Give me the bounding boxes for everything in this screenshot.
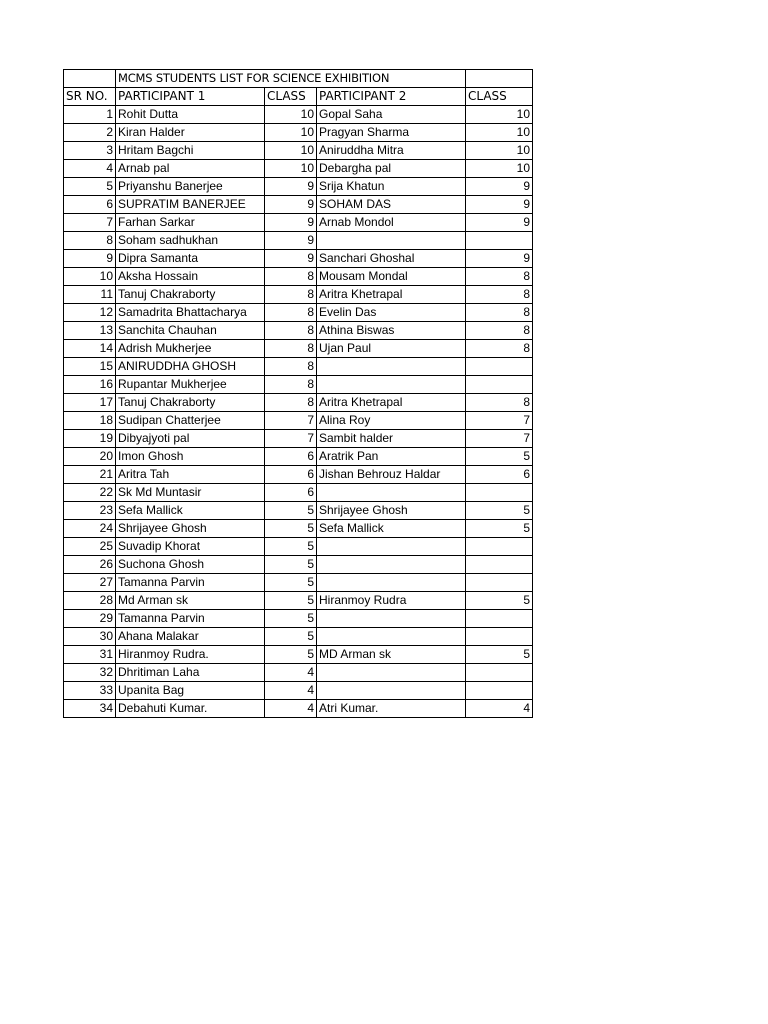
participant-1-cell: Kiran Halder [116,124,265,142]
class-2-cell: 5 [466,448,533,466]
table-row [64,232,533,250]
participant-1-cell: SUPRATIM BANERJEE [116,196,265,214]
participant-1-cell: Md Arman sk [116,592,265,610]
participant-1-cell: Samadrita Bhattacharya [116,304,265,322]
class-1-cell: 4 [265,682,317,700]
class-1-cell: 9 [265,214,317,232]
table-row [64,340,533,358]
sr-no-cell: 25 [64,538,116,556]
class-2-cell [466,484,533,502]
sr-no-cell: 26 [64,556,116,574]
participant-2-cell: Gopal Saha [317,106,466,124]
class-2-cell: 6 [466,466,533,484]
participant-2-cell: Sanchari Ghoshal [317,250,466,268]
class-1-cell: 4 [265,700,317,718]
class-2-cell [466,628,533,646]
participant-1-cell: Shrijayee Ghosh [116,520,265,538]
header-sr-no: SR NO. [64,88,116,106]
participant-1-cell: Adrish Mukherjee [116,340,265,358]
sr-no-cell: 30 [64,628,116,646]
participant-2-cell: Aniruddha Mitra [317,142,466,160]
participant-2-cell [317,358,466,376]
class-1-cell: 5 [265,502,317,520]
class-1-cell: 5 [265,646,317,664]
sr-no-cell: 32 [64,664,116,682]
participant-1-cell: Upanita Bag [116,682,265,700]
class-2-cell [466,358,533,376]
sr-no-cell: 27 [64,574,116,592]
participant-2-cell: Aratrik Pan [317,448,466,466]
class-1-cell: 5 [265,592,317,610]
class-1-cell: 5 [265,520,317,538]
sr-no-cell: 15 [64,358,116,376]
participant-1-cell: Sk Md Muntasir [116,484,265,502]
table-row [64,196,533,214]
table-row [64,304,533,322]
class-1-cell: 4 [265,664,317,682]
class-2-cell [466,376,533,394]
class-2-cell: 9 [466,214,533,232]
sr-no-cell: 12 [64,304,116,322]
sr-no-cell: 11 [64,286,116,304]
participant-1-cell: Dhritiman Laha [116,664,265,682]
sr-no-cell: 16 [64,376,116,394]
participant-1-cell: Debahuti Kumar. [116,700,265,718]
class-2-cell: 9 [466,178,533,196]
participant-1-cell: Tanuj Chakraborty [116,286,265,304]
sr-no-cell: 22 [64,484,116,502]
sr-no-cell: 17 [64,394,116,412]
sr-no-cell: 7 [64,214,116,232]
sr-no-cell: 3 [64,142,116,160]
participant-2-cell: MD Arman sk [317,646,466,664]
participant-1-cell: Priyanshu Banerjee [116,178,265,196]
class-1-cell: 8 [265,376,317,394]
class-2-cell: 7 [466,412,533,430]
class-1-cell: 9 [265,178,317,196]
class-1-cell: 8 [265,358,317,376]
title-row [64,70,533,88]
table-row [64,502,533,520]
class-2-cell: 8 [466,322,533,340]
participant-2-cell: SOHAM DAS [317,196,466,214]
class-1-cell: 8 [265,304,317,322]
participant-2-cell [317,538,466,556]
table-row [64,178,533,196]
participant-1-cell: Suvadip Khorat [116,538,265,556]
participant-2-cell: Aritra Khetrapal [317,394,466,412]
table-row [64,466,533,484]
sr-no-cell: 10 [64,268,116,286]
participant-1-cell: Sudipan Chatterjee [116,412,265,430]
student-list-body [64,70,533,718]
table-row [64,538,533,556]
participant-1-cell: Hritam Bagchi [116,142,265,160]
participant-2-cell: Srija Khatun [317,178,466,196]
table-row [64,412,533,430]
participant-1-cell: Tamanna Parvin [116,610,265,628]
class-1-cell: 6 [265,484,317,502]
class-1-cell: 8 [265,286,317,304]
participant-2-cell: Shrijayee Ghosh [317,502,466,520]
class-1-cell: 10 [265,142,317,160]
participant-1-cell: Suchona Ghosh [116,556,265,574]
table-row [64,250,533,268]
table-title: MCMS STUDENTS LIST FOR SCIENCE EXHIBITION [116,70,466,88]
participant-1-cell: Dibyajyoti pal [116,430,265,448]
class-2-cell: 5 [466,502,533,520]
participant-2-cell [317,610,466,628]
table-row [64,574,533,592]
participant-2-cell: Athina Biswas [317,322,466,340]
sr-no-cell: 2 [64,124,116,142]
table-row [64,664,533,682]
table-row [64,106,533,124]
header-class-1: CLASS [265,88,317,106]
class-2-cell: 10 [466,124,533,142]
class-2-cell: 8 [466,394,533,412]
sr-no-cell: 33 [64,682,116,700]
class-1-cell: 10 [265,124,317,142]
participant-2-cell: Aritra Khetrapal [317,286,466,304]
participant-1-cell: Arnab pal [116,160,265,178]
class-1-cell: 5 [265,556,317,574]
participant-2-cell: Mousam Mondal [317,268,466,286]
class-2-cell: 10 [466,106,533,124]
table-row [64,358,533,376]
class-2-cell [466,232,533,250]
class-1-cell: 9 [265,232,317,250]
participant-2-cell [317,232,466,250]
header-row [64,88,533,106]
class-2-cell: 10 [466,160,533,178]
participant-2-cell [317,682,466,700]
table-row [64,124,533,142]
class-1-cell: 9 [265,250,317,268]
class-2-cell: 8 [466,286,533,304]
class-2-cell [466,538,533,556]
participant-2-cell [317,574,466,592]
participant-2-cell: Sambit halder [317,430,466,448]
sr-no-cell: 1 [64,106,116,124]
table-row [64,592,533,610]
class-2-cell: 5 [466,592,533,610]
class-1-cell: 5 [265,610,317,628]
table-row [64,628,533,646]
sr-no-cell: 24 [64,520,116,538]
participant-2-cell: Ujan Paul [317,340,466,358]
participant-1-cell: ANIRUDDHA GHOSH [116,358,265,376]
table-row [64,376,533,394]
class-2-cell [466,610,533,628]
header-participant-1: PARTICIPANT 1 [116,88,265,106]
participant-1-cell: Sefa Mallick [116,502,265,520]
sr-no-cell: 5 [64,178,116,196]
class-1-cell: 8 [265,340,317,358]
participant-2-cell: Evelin Das [317,304,466,322]
participant-2-cell: Sefa Mallick [317,520,466,538]
participant-1-cell: Aksha Hossain [116,268,265,286]
participant-2-cell: Atri Kumar. [317,700,466,718]
table-row [64,448,533,466]
class-2-cell: 9 [466,250,533,268]
class-2-cell: 4 [466,700,533,718]
class-2-cell [466,682,533,700]
header-class-2: CLASS [466,88,533,106]
sr-no-cell: 9 [64,250,116,268]
class-1-cell: 8 [265,268,317,286]
class-2-cell [466,556,533,574]
table-row [64,160,533,178]
sr-no-cell: 14 [64,340,116,358]
class-2-cell [466,664,533,682]
class-1-cell: 6 [265,466,317,484]
table-row [64,682,533,700]
sr-no-cell: 31 [64,646,116,664]
title-blank-cell-right [466,70,533,88]
participant-2-cell: Jishan Behrouz Haldar [317,466,466,484]
student-list-table [63,69,533,718]
class-1-cell: 10 [265,106,317,124]
table-row [64,520,533,538]
participant-2-cell [317,628,466,646]
sr-no-cell: 34 [64,700,116,718]
class-1-cell: 6 [265,448,317,466]
participant-2-cell: Arnab Mondol [317,214,466,232]
class-1-cell: 9 [265,196,317,214]
participant-2-cell [317,664,466,682]
class-2-cell: 9 [466,196,533,214]
participant-1-cell: Soham sadhukhan [116,232,265,250]
sr-no-cell: 29 [64,610,116,628]
table-row [64,322,533,340]
table-row [64,556,533,574]
sr-no-cell: 19 [64,430,116,448]
sr-no-cell: 20 [64,448,116,466]
table-row [64,394,533,412]
class-2-cell: 8 [466,304,533,322]
participant-2-cell [317,556,466,574]
table-row [64,610,533,628]
sr-no-cell: 6 [64,196,116,214]
spreadsheet-page [63,69,533,718]
table-row [64,286,533,304]
table-row [64,646,533,664]
table-row [64,268,533,286]
sr-no-cell: 13 [64,322,116,340]
participant-2-cell: Hiranmoy Rudra [317,592,466,610]
sr-no-cell: 18 [64,412,116,430]
participant-2-cell: Pragyan Sharma [317,124,466,142]
class-1-cell: 7 [265,430,317,448]
class-1-cell: 5 [265,538,317,556]
sr-no-cell: 8 [64,232,116,250]
participant-1-cell: Rupantar Mukherjee [116,376,265,394]
class-1-cell: 7 [265,412,317,430]
participant-1-cell: Rohit Dutta [116,106,265,124]
class-2-cell: 10 [466,142,533,160]
participant-2-cell [317,376,466,394]
title-blank-cell [64,70,116,88]
sr-no-cell: 21 [64,466,116,484]
sr-no-cell: 23 [64,502,116,520]
participant-1-cell: Farhan Sarkar [116,214,265,232]
table-row [64,484,533,502]
class-1-cell: 10 [265,160,317,178]
table-row [64,700,533,718]
participant-1-cell: Sanchita Chauhan [116,322,265,340]
class-2-cell: 5 [466,646,533,664]
participant-1-cell: Tamanna Parvin [116,574,265,592]
class-1-cell: 8 [265,322,317,340]
table-row [64,142,533,160]
header-participant-2: PARTICIPANT 2 [317,88,466,106]
class-2-cell [466,574,533,592]
participant-1-cell: Imon Ghosh [116,448,265,466]
participant-1-cell: Hiranmoy Rudra. [116,646,265,664]
participant-2-cell [317,484,466,502]
table-row [64,214,533,232]
class-2-cell: 5 [466,520,533,538]
class-2-cell: 8 [466,340,533,358]
participant-2-cell: Alina Roy [317,412,466,430]
participant-1-cell: Ahana Malakar [116,628,265,646]
class-2-cell: 8 [466,268,533,286]
sr-no-cell: 4 [64,160,116,178]
class-2-cell: 7 [466,430,533,448]
class-1-cell: 5 [265,574,317,592]
table-row [64,430,533,448]
participant-1-cell: Tanuj Chakraborty [116,394,265,412]
participant-2-cell: Debargha pal [317,160,466,178]
participant-1-cell: Dipra Samanta [116,250,265,268]
class-1-cell: 5 [265,628,317,646]
class-1-cell: 8 [265,394,317,412]
participant-1-cell: Aritra Tah [116,466,265,484]
sr-no-cell: 28 [64,592,116,610]
